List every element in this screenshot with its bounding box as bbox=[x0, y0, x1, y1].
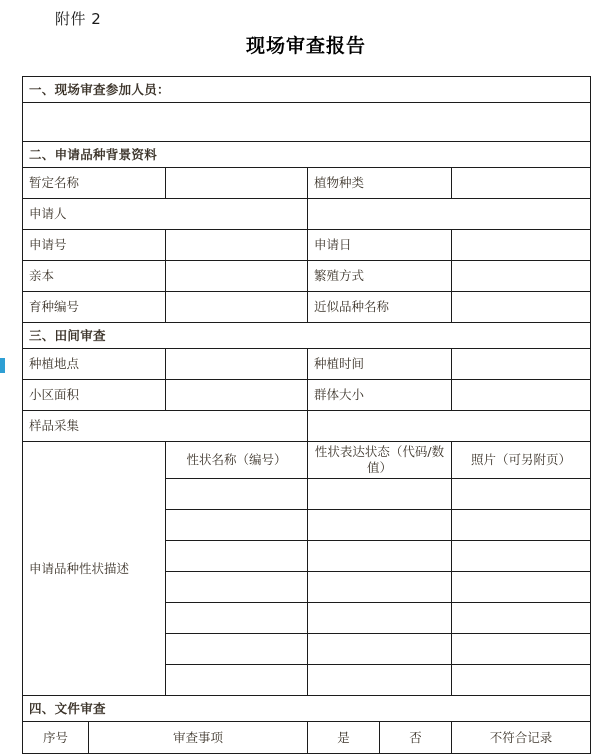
similar-variety-label: 近似品种名称 bbox=[308, 292, 452, 323]
section-two-heading-row bbox=[23, 142, 591, 168]
trait-state-field[interactable] bbox=[308, 665, 452, 696]
table-row bbox=[23, 349, 591, 380]
doc-review-column-index: 序号 bbox=[23, 722, 89, 754]
propagation-field[interactable] bbox=[452, 261, 591, 292]
planting-time-field[interactable] bbox=[452, 349, 591, 380]
section-four-heading: 四、文件审查 bbox=[23, 696, 591, 722]
application-date-field[interactable] bbox=[452, 230, 591, 261]
planting-time-label: 种植时间 bbox=[308, 349, 452, 380]
page-title: 现场审查报告 bbox=[245, 35, 366, 57]
trait-state-field[interactable] bbox=[308, 479, 452, 510]
section-one-body-row bbox=[23, 103, 591, 142]
table-row bbox=[23, 199, 591, 230]
applicant-field[interactable] bbox=[308, 199, 591, 230]
plant-species-label: 植物种类 bbox=[308, 168, 452, 199]
section-three-heading: 三、田间审查 bbox=[23, 323, 591, 349]
report-form bbox=[22, 76, 590, 754]
traits-side-label: 申请品种性状描述 bbox=[23, 442, 166, 696]
participants-input[interactable] bbox=[23, 103, 591, 142]
tentative-name-label: 暂定名称 bbox=[23, 168, 166, 199]
traits-column-state: 性状表达状态（代码/数值） bbox=[308, 442, 452, 479]
planting-site-field[interactable] bbox=[166, 349, 308, 380]
trait-state-field[interactable] bbox=[308, 603, 452, 634]
table-row bbox=[23, 380, 591, 411]
trait-photo-field[interactable] bbox=[452, 603, 591, 634]
doc-review-column-item: 审查事项 bbox=[89, 722, 308, 754]
traits-column-photo: 照片（可另附页） bbox=[452, 442, 591, 479]
attachment-label: 附件 2 bbox=[55, 10, 102, 28]
sample-collection-field[interactable] bbox=[308, 411, 591, 442]
traits-column-name: 性状名称（编号） bbox=[166, 442, 308, 479]
trait-name-field[interactable] bbox=[166, 541, 308, 572]
trait-name-field[interactable] bbox=[166, 572, 308, 603]
table-row bbox=[23, 168, 591, 199]
trait-photo-field[interactable] bbox=[452, 634, 591, 665]
trait-state-field[interactable] bbox=[308, 541, 452, 572]
similar-variety-field[interactable] bbox=[452, 292, 591, 323]
table-row bbox=[23, 230, 591, 261]
trait-photo-field[interactable] bbox=[452, 479, 591, 510]
section-three-heading-row bbox=[23, 323, 591, 349]
plot-area-label: 小区面积 bbox=[23, 380, 166, 411]
parent-field[interactable] bbox=[166, 261, 308, 292]
section-one-heading: 一、现场审查参加人员： bbox=[23, 77, 591, 103]
section-two-heading: 二、申请品种背景资料 bbox=[23, 142, 591, 168]
trait-name-field[interactable] bbox=[166, 510, 308, 541]
tentative-name-field[interactable] bbox=[166, 168, 308, 199]
traits-header-row bbox=[23, 442, 591, 479]
planting-site-label: 种植地点 bbox=[23, 349, 166, 380]
trait-state-field[interactable] bbox=[308, 634, 452, 665]
trait-photo-field[interactable] bbox=[452, 572, 591, 603]
trait-photo-field[interactable] bbox=[452, 541, 591, 572]
selection-marker-icon bbox=[0, 358, 5, 373]
doc-review-column-no: 否 bbox=[380, 722, 452, 754]
plot-area-field[interactable] bbox=[166, 380, 308, 411]
application-date-label: 申请日 bbox=[308, 230, 452, 261]
breeding-no-field[interactable] bbox=[166, 292, 308, 323]
trait-photo-field[interactable] bbox=[452, 665, 591, 696]
doc-review-column-noncompliance: 不符合记录 bbox=[452, 722, 591, 754]
applicant-label: 申请人 bbox=[23, 199, 308, 230]
application-no-label: 申请号 bbox=[23, 230, 166, 261]
doc-review-column-yes: 是 bbox=[308, 722, 380, 754]
trait-name-field[interactable] bbox=[166, 665, 308, 696]
trait-name-field[interactable] bbox=[166, 634, 308, 665]
table-row bbox=[23, 261, 591, 292]
plant-species-field[interactable] bbox=[452, 168, 591, 199]
sample-collection-label: 样品采集 bbox=[23, 411, 308, 442]
application-no-field[interactable] bbox=[166, 230, 308, 261]
table-row bbox=[23, 411, 591, 442]
breeding-no-label: 育种编号 bbox=[23, 292, 166, 323]
section-four-heading-row bbox=[23, 696, 591, 722]
population-size-field[interactable] bbox=[452, 380, 591, 411]
population-size-label: 群体大小 bbox=[308, 380, 452, 411]
propagation-label: 繁殖方式 bbox=[308, 261, 452, 292]
trait-state-field[interactable] bbox=[308, 510, 452, 541]
section-one-heading-row bbox=[23, 77, 591, 103]
trait-state-field[interactable] bbox=[308, 572, 452, 603]
parent-label: 亲本 bbox=[23, 261, 166, 292]
table-row bbox=[23, 292, 591, 323]
report-table bbox=[22, 76, 591, 754]
trait-photo-field[interactable] bbox=[452, 510, 591, 541]
trait-name-field[interactable] bbox=[166, 603, 308, 634]
trait-name-field[interactable] bbox=[166, 479, 308, 510]
